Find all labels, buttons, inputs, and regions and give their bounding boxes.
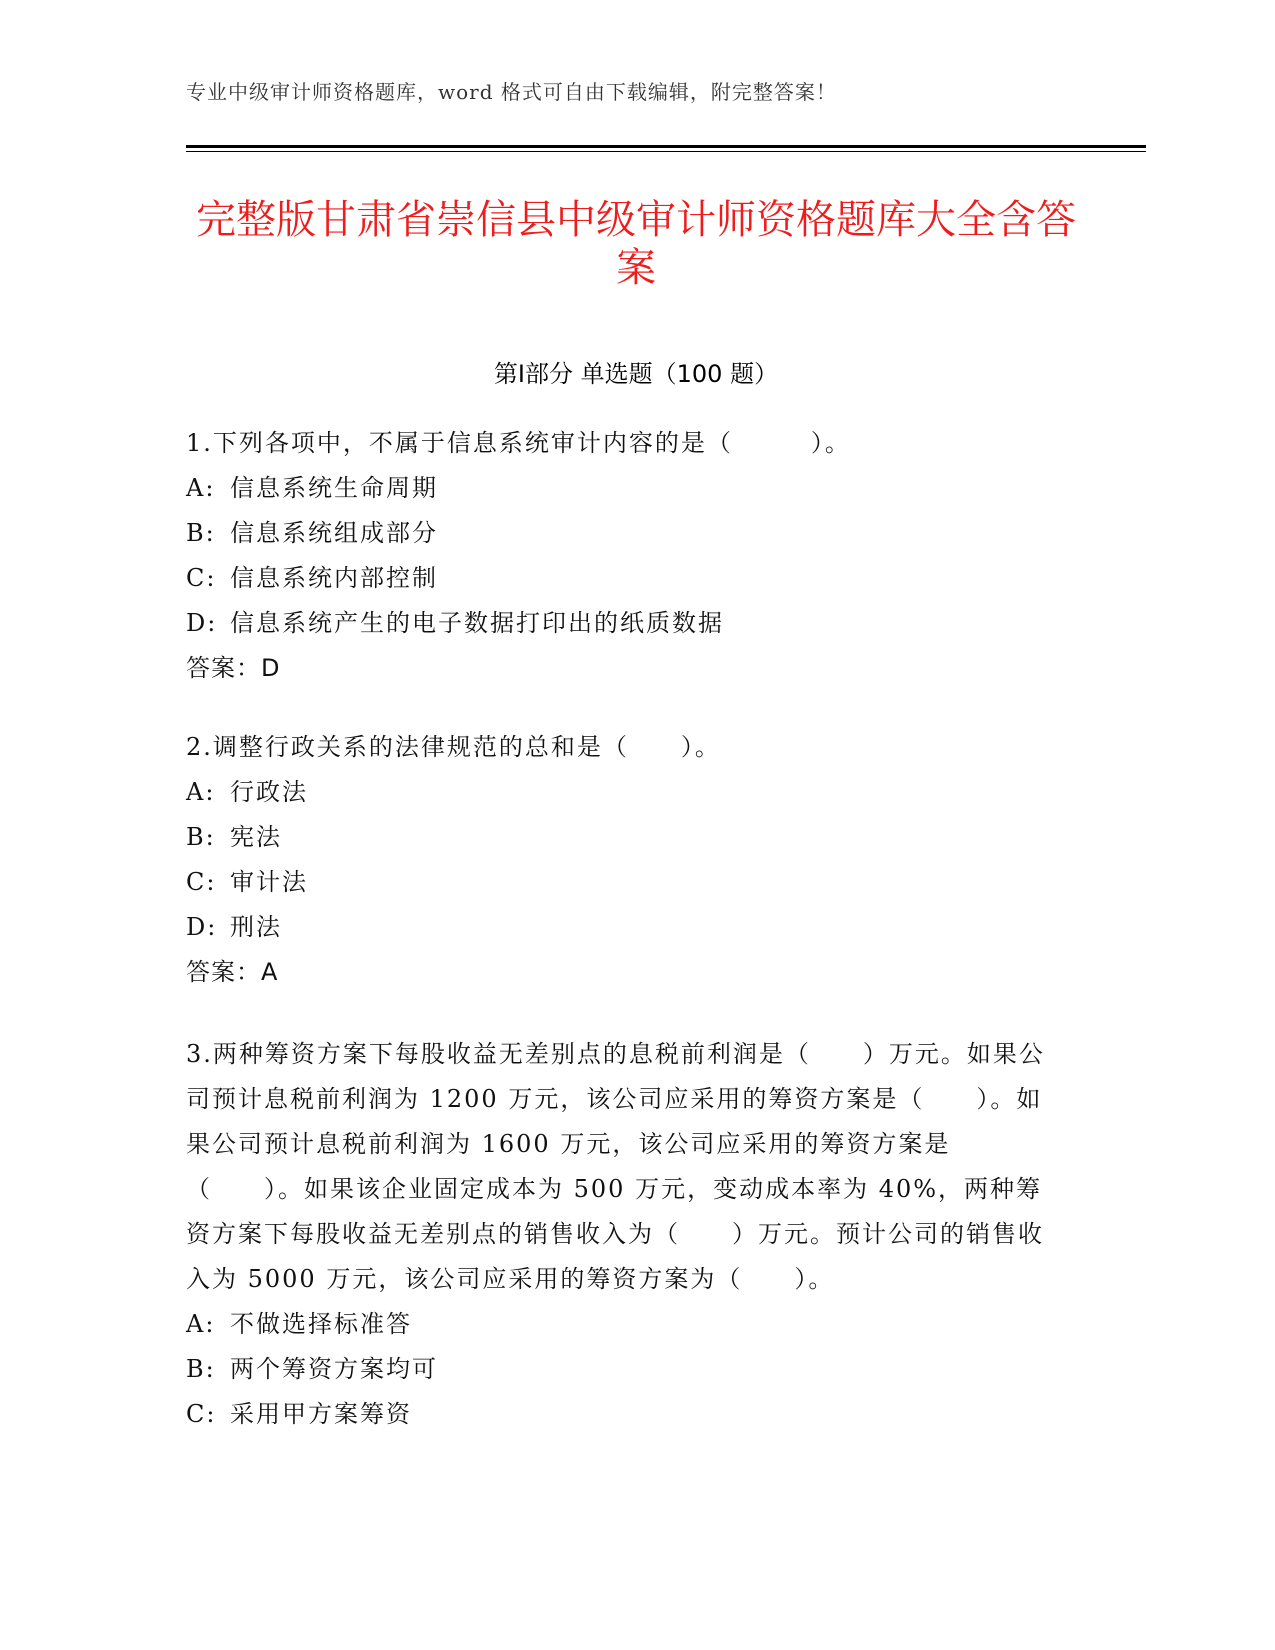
option-key: D: (186, 913, 218, 941)
document-title: 完整版甘肃省崇信县中级审计师资格题库大全含答案 (196, 197, 1076, 291)
option-b (186, 511, 1066, 556)
option-a (186, 770, 1066, 815)
option-c (186, 1392, 1066, 1437)
answer: 答案：D (186, 654, 281, 682)
header-rule-thick (186, 145, 1146, 148)
option-text: 两个筹资方案均可 (230, 1355, 438, 1383)
option-key: B: (186, 519, 216, 547)
question-stem: 1.下列各项中，不属于信息系统审计内容的是（ ）。 (186, 429, 851, 457)
option-text: 刑法 (230, 913, 282, 941)
question-3 (186, 1032, 1066, 1437)
option-text: 信息系统产生的电子数据打印出的纸质数据 (230, 609, 724, 637)
option-b (186, 815, 1066, 860)
header-rule-thin (186, 151, 1146, 152)
option-text: 审计法 (230, 868, 308, 896)
option-key: B: (186, 1355, 216, 1383)
option-c (186, 860, 1066, 905)
option-d (186, 905, 1066, 950)
option-text: 宪法 (230, 823, 282, 851)
option-text: 行政法 (230, 778, 308, 806)
question-2 (186, 725, 1066, 995)
option-key: C: (186, 564, 217, 592)
question-stem: 3.两种筹资方案下每股收益无差别点的息税前利润是（ ）万元。如果公司预计息税前利润为 1200 万元，该公司应采用的筹资方案是（ ）。如果公司预计息税前利润为 1600 万元，该公司应采用的筹资方案是（ ）。如果该企业固定成本为 500 万元，变动成本率为 40%，两种筹资方案下每股收益无差别点的销售收入为（ ）万元。预计公司的销售收入为 5000 万元，该公司应采用的筹资方案为（ ）。 (186, 1040, 1045, 1293)
option-text: 信息系统组成部分 (230, 519, 438, 547)
option-text: 信息系统生命周期 (230, 474, 438, 502)
question-stem: 2.调整行政关系的法律规范的总和是（ ）。 (186, 733, 721, 761)
option-key: A: (186, 778, 216, 806)
header-note: 专业中级审计师资格题库，word 格式可自由下载编辑，附完整答案！ (186, 80, 837, 104)
section-title: 第Ⅰ部分 单选题（100 题） (493, 360, 779, 388)
option-key: A: (186, 474, 216, 502)
option-key: D: (186, 609, 218, 637)
option-text: 信息系统内部控制 (230, 564, 438, 592)
option-key: C: (186, 868, 217, 896)
option-text: 不做选择标准答 (230, 1310, 412, 1338)
option-text: 采用甲方案筹资 (230, 1400, 412, 1428)
option-c (186, 556, 1066, 601)
option-a (186, 466, 1066, 511)
option-b (186, 1347, 1066, 1392)
option-key: C: (186, 1400, 217, 1428)
option-a (186, 1302, 1066, 1347)
question-1 (186, 421, 1066, 691)
option-d (186, 601, 1066, 646)
option-key: A: (186, 1310, 216, 1338)
option-key: B: (186, 823, 216, 851)
answer: 答案：A (186, 958, 279, 986)
